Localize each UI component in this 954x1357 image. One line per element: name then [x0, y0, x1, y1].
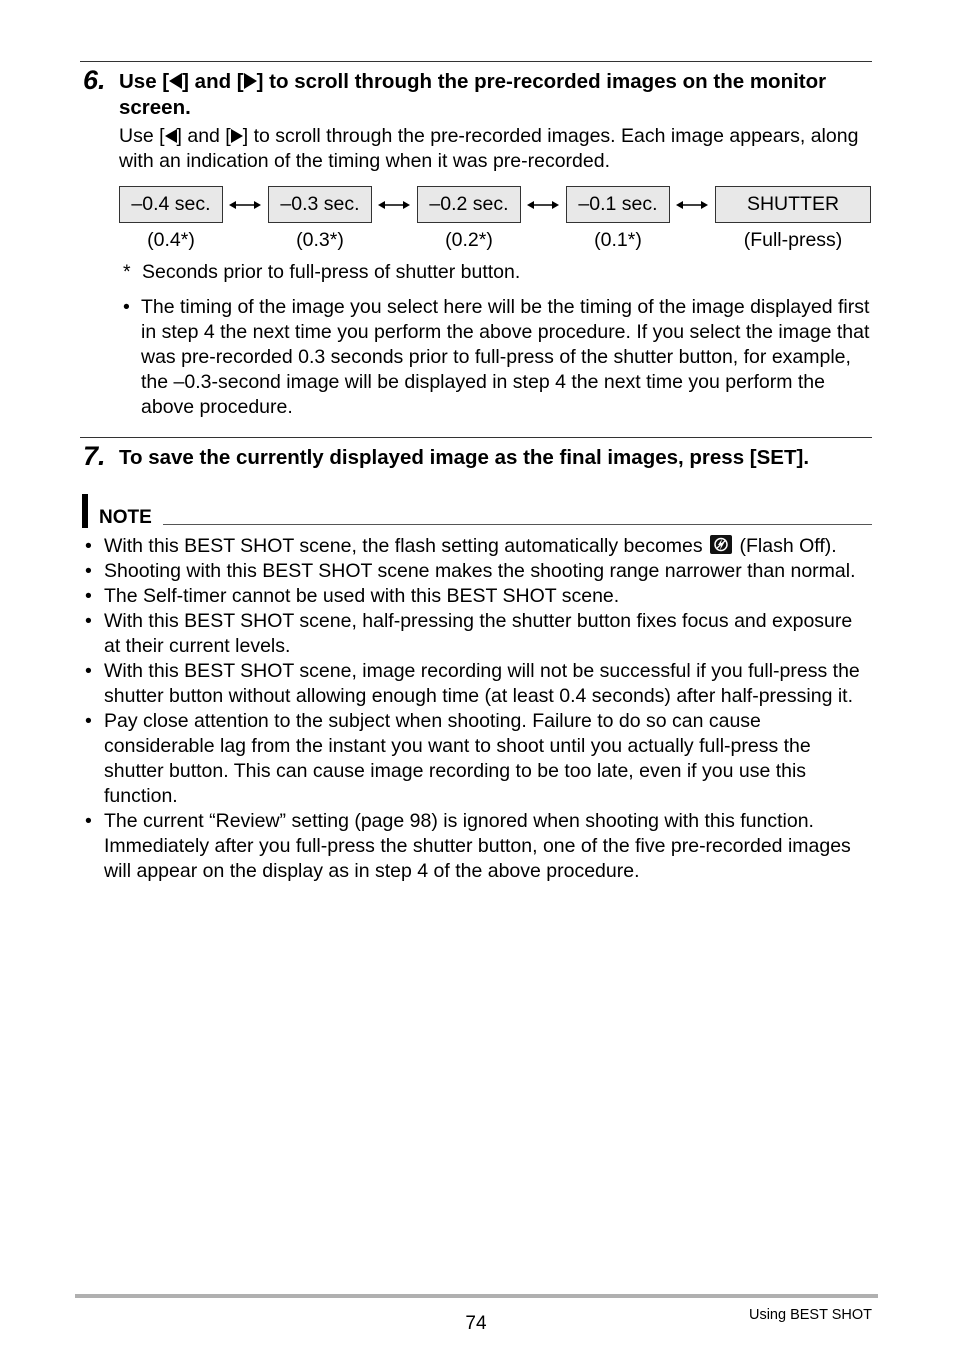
note-item-text: The Self-timer cannot be used with this BEST SHOT scene. [104, 585, 620, 607]
timing-box-shutter: SHUTTER [715, 186, 871, 223]
step7-number: 7. [83, 441, 106, 471]
note-item-1-post: (Flash Off). [739, 535, 837, 557]
timing-caption-0-4: (0.4*) [147, 229, 195, 251]
note-item-1-pre: With this BEST SHOT scene, the flash setting automatically becomes [104, 535, 703, 557]
right-arrow-icon [244, 73, 257, 89]
note-item-text: With this BEST SHOT scene, half-pressing the shutter button fixes focus and exposure at their current levels. [104, 610, 853, 657]
note-item-text: Shooting with this BEST SHOT scene makes the shooting range narrower than normal. [104, 560, 856, 582]
step6-bullet-text: The timing of the image you select here will be the timing of the image displayed first in step 4 the next time you perform the above procedure. If you select the image that was pre-recorded 0.3 seconds prior to full-press of the shutter button, for example, the –0.3-second image will be displayed in step 4 the next time you perform the above procedure. [141, 296, 870, 418]
timing-caption-full-press: (Full-press) [743, 229, 843, 251]
bullet-mark: • [85, 535, 92, 557]
step6-heading-mid: ] and [ [182, 70, 244, 93]
step6-body-mid: ] and [ [176, 125, 231, 147]
footnote [123, 260, 520, 285]
timing-box-minus-0-1: –0.1 sec. [566, 186, 670, 223]
note-divider [163, 524, 872, 525]
step7-heading: To save the currently displayed image as the final images, press [SET]. [119, 446, 810, 469]
left-arrow-icon [169, 73, 182, 89]
note-item-text: The current “Review” setting (page 98) is ignored when shooting with this function. Immediately after you full-press the shutter button, one of the five pre-recorded images will appear on the display as in step 4 of the above procedure. [104, 810, 851, 882]
bullet-mark: • [85, 560, 92, 582]
step6-divider [80, 61, 872, 62]
note-item-text: Pay close attention to the subject when shooting. Failure to do so can cause considerable lag from the instant you want to shoot until you actually full-press the shutter button. This can cause image recording to be too late, even if you use this function. [104, 710, 811, 807]
note-bar [82, 494, 88, 528]
footnote-text: Seconds prior to full-press of shutter button. [142, 261, 521, 283]
step6-body-pre: Use [ [119, 125, 165, 147]
step6-heading [119, 69, 879, 121]
step6-heading-post: ] to scroll through the pre-recorded images on the monitor screen. [119, 70, 827, 119]
step6-number: 6. [83, 65, 106, 95]
step6-heading-pre: Use [ [119, 70, 170, 93]
double-arrow-icon [676, 199, 708, 211]
step6-body-post: ] to scroll through the pre-recorded images. Each image appears, along with an indication of the timing when it was pre-recorded. [119, 125, 859, 172]
bullet-mark: • [85, 810, 92, 832]
double-arrow-icon [229, 199, 261, 211]
timing-caption-0-3: (0.3*) [296, 229, 344, 251]
timing-box-minus-0-4: –0.4 sec. [119, 186, 223, 223]
step7-divider [80, 437, 872, 438]
bullet-mark: • [85, 710, 92, 732]
timing-box-minus-0-3: –0.3 sec. [268, 186, 372, 223]
note-list [82, 534, 872, 884]
timing-caption-0-2: (0.2*) [445, 229, 493, 251]
footnote-mark: * [123, 261, 131, 283]
double-arrow-icon [527, 199, 559, 211]
note-item [82, 609, 872, 659]
note-label: NOTE [99, 507, 152, 528]
bullet-mark: • [85, 660, 92, 682]
timing-caption-0-1: (0.1*) [594, 229, 642, 251]
step6-body [119, 124, 879, 174]
page-number: 74 [465, 1313, 487, 1334]
timing-box-minus-0-2: –0.2 sec. [417, 186, 521, 223]
note-item [82, 534, 872, 559]
note-item [82, 584, 872, 609]
bullet-mark: • [85, 585, 92, 607]
double-arrow-icon [378, 199, 410, 211]
note-item [82, 559, 872, 584]
note-item [82, 809, 872, 884]
note-item [82, 659, 872, 709]
note-item-text: With this BEST SHOT scene, image recording will not be successful if you full-press the shutter button without allowing enough time (at least 0.4 seconds) after half-pressing it. [104, 660, 860, 707]
left-arrow-icon [165, 129, 177, 143]
section-title: Using BEST SHOT [748, 1307, 872, 1323]
note-item [82, 709, 872, 809]
right-arrow-icon [231, 129, 243, 143]
bullet-mark: • [85, 610, 92, 632]
footer-rule [75, 1294, 878, 1298]
bullet-mark: • [123, 296, 130, 318]
step6-bullet [123, 295, 873, 420]
flash-off-icon [710, 535, 732, 554]
